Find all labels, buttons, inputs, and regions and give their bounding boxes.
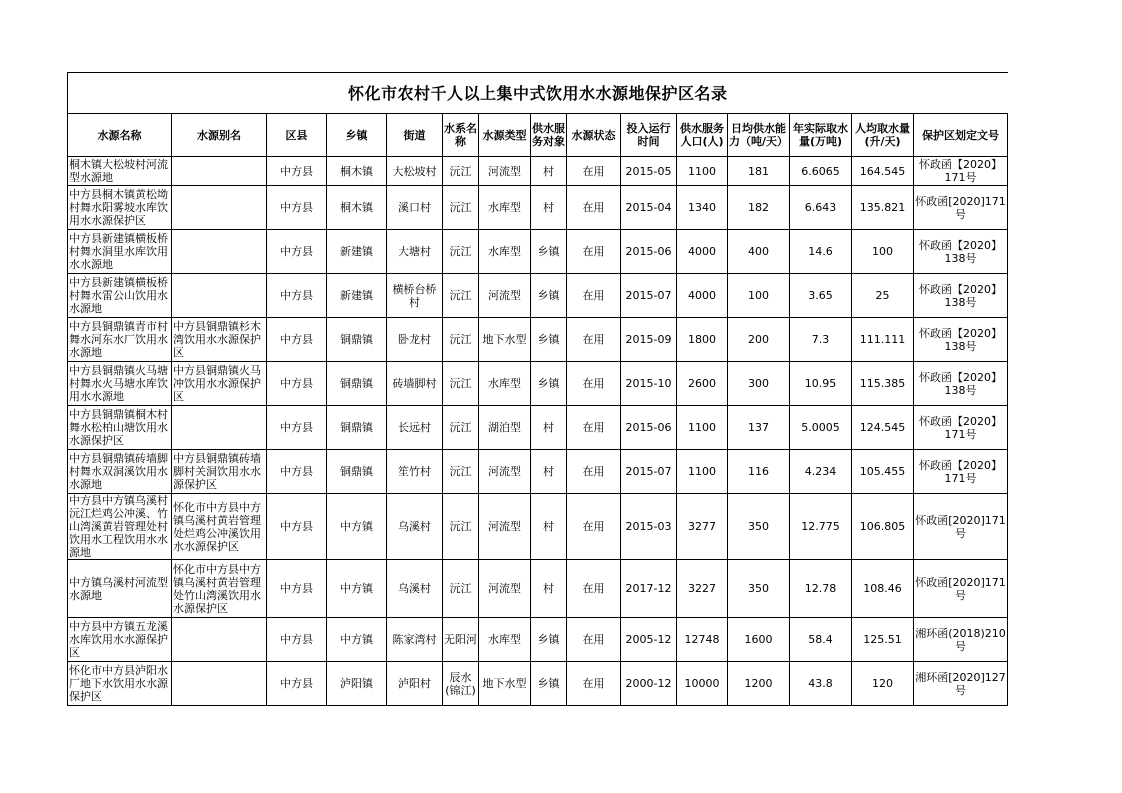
- cell-start-date: 2015-09: [621, 318, 677, 362]
- cell-water-system: 沅江: [443, 406, 479, 450]
- cell-source-name: 中方县铜鼎镇青市村舞水河东水厂饮用水水源地: [68, 318, 172, 362]
- cell-source-type: 河流型: [479, 157, 531, 186]
- cell-town: 铜鼎镇: [327, 406, 387, 450]
- cell-per-capita: 105.455: [852, 450, 914, 494]
- cell-source-alias: 中方县铜鼎镇杉木湾饮用水水源保护区: [172, 318, 267, 362]
- cell-source-alias: [172, 230, 267, 274]
- table-row: [68, 662, 1008, 706]
- cell-source-alias: 怀化市中方县中方镇乌溪村黄岩管理处竹山湾溪饮用水水源保护区: [172, 560, 267, 618]
- cell-service-target: 村: [531, 406, 567, 450]
- table-title: 怀化市农村千人以上集中式饮用水水源地保护区名录: [68, 73, 1008, 114]
- header-source-name: 水源名称: [68, 114, 172, 157]
- cell-water-system: 沅江: [443, 157, 479, 186]
- cell-protection-doc: 怀政函[2020]171号: [914, 560, 1008, 618]
- cell-daily-capacity: 200: [728, 318, 790, 362]
- cell-source-status: 在用: [567, 362, 621, 406]
- cell-source-type: 河流型: [479, 494, 531, 560]
- table-row: [68, 186, 1008, 230]
- cell-town: 新建镇: [327, 274, 387, 318]
- cell-water-system: 沅江: [443, 450, 479, 494]
- header-service-target: 供水服务对象: [531, 114, 567, 157]
- cell-served-population: 12748: [677, 618, 728, 662]
- cell-water-system: 沅江: [443, 560, 479, 618]
- table-body: [68, 73, 1008, 706]
- cell-start-date: 2015-07: [621, 274, 677, 318]
- cell-water-system: 沅江: [443, 186, 479, 230]
- cell-county: 中方县: [267, 186, 327, 230]
- cell-source-type: 地下水型: [479, 318, 531, 362]
- cell-per-capita: 164.545: [852, 157, 914, 186]
- cell-service-target: 乡镇: [531, 274, 567, 318]
- cell-town: 铜鼎镇: [327, 362, 387, 406]
- cell-served-population: 10000: [677, 662, 728, 706]
- cell-daily-capacity: 350: [728, 494, 790, 560]
- cell-street: 大松坡村: [387, 157, 443, 186]
- cell-source-name: 中方县桐木镇黄松坳村舞水阳雾坡水库饮用水水源保护区: [68, 186, 172, 230]
- cell-source-type: 水库型: [479, 362, 531, 406]
- cell-annual-withdrawal: 14.6: [790, 230, 852, 274]
- cell-source-status: 在用: [567, 560, 621, 618]
- cell-daily-capacity: 1200: [728, 662, 790, 706]
- cell-daily-capacity: 300: [728, 362, 790, 406]
- cell-source-name: 中方镇乌溪村河流型水源地: [68, 560, 172, 618]
- cell-per-capita: 125.51: [852, 618, 914, 662]
- cell-county: 中方县: [267, 494, 327, 560]
- cell-protection-doc: 怀政函[2020]171号: [914, 494, 1008, 560]
- cell-source-name: 中方县新建镇横板桥村舞水雷公山饮用水水源地: [68, 274, 172, 318]
- cell-annual-withdrawal: 7.3: [790, 318, 852, 362]
- cell-town: 铜鼎镇: [327, 450, 387, 494]
- cell-source-name: 中方县中方镇五龙溪水库饮用水水源保护区: [68, 618, 172, 662]
- header-source-type: 水源类型: [479, 114, 531, 157]
- table-row: [68, 560, 1008, 618]
- cell-town: 铜鼎镇: [327, 318, 387, 362]
- cell-per-capita: 124.545: [852, 406, 914, 450]
- cell-per-capita: 106.805: [852, 494, 914, 560]
- cell-town: 中方镇: [327, 618, 387, 662]
- cell-served-population: 1100: [677, 450, 728, 494]
- cell-water-system: 沅江: [443, 362, 479, 406]
- cell-county: 中方县: [267, 450, 327, 494]
- cell-service-target: 乡镇: [531, 662, 567, 706]
- cell-start-date: 2015-10: [621, 362, 677, 406]
- cell-per-capita: 115.385: [852, 362, 914, 406]
- cell-county: 中方县: [267, 618, 327, 662]
- cell-source-type: 河流型: [479, 450, 531, 494]
- cell-source-type: 地下水型: [479, 662, 531, 706]
- cell-water-system: 辰水(锦江): [443, 662, 479, 706]
- cell-source-name: 中方县铜鼎镇桐木村舞水松柏山塘饮用水水源保护区: [68, 406, 172, 450]
- cell-water-system: 无阳河: [443, 618, 479, 662]
- cell-annual-withdrawal: 6.6065: [790, 157, 852, 186]
- cell-service-target: 乡镇: [531, 318, 567, 362]
- header-source-status: 水源状态: [567, 114, 621, 157]
- cell-town: 中方镇: [327, 560, 387, 618]
- cell-source-status: 在用: [567, 618, 621, 662]
- header-town: 乡镇: [327, 114, 387, 157]
- cell-town: 中方镇: [327, 494, 387, 560]
- header-daily-capacity: 日均供水能力（吨/天）: [728, 114, 790, 157]
- cell-water-system: 沅江: [443, 230, 479, 274]
- cell-county: 中方县: [267, 318, 327, 362]
- cell-service-target: 乡镇: [531, 618, 567, 662]
- cell-protection-doc: 怀政函【2020】138号: [914, 230, 1008, 274]
- cell-protection-doc: 怀政函【2020】171号: [914, 450, 1008, 494]
- cell-source-alias: [172, 662, 267, 706]
- cell-served-population: 4000: [677, 230, 728, 274]
- table-row: [68, 362, 1008, 406]
- cell-street: 乌溪村: [387, 494, 443, 560]
- cell-start-date: 2000-12: [621, 662, 677, 706]
- cell-county: 中方县: [267, 274, 327, 318]
- cell-served-population: 4000: [677, 274, 728, 318]
- cell-water-system: 沅江: [443, 494, 479, 560]
- cell-service-target: 村: [531, 157, 567, 186]
- cell-served-population: 1100: [677, 406, 728, 450]
- cell-source-status: 在用: [567, 494, 621, 560]
- header-county: 区县: [267, 114, 327, 157]
- table-row: [68, 318, 1008, 362]
- cell-source-name: 中方县铜鼎镇火马塘村舞水火马塘水库饮用水水源地: [68, 362, 172, 406]
- cell-annual-withdrawal: 3.65: [790, 274, 852, 318]
- header-row: [68, 114, 1008, 157]
- cell-service-target: 乡镇: [531, 362, 567, 406]
- cell-source-name: 中方县铜鼎镇砖墙脚村舞水双洞溪饮用水水源地: [68, 450, 172, 494]
- header-source-alias: 水源别名: [172, 114, 267, 157]
- cell-start-date: 2015-06: [621, 230, 677, 274]
- cell-county: 中方县: [267, 406, 327, 450]
- table-row: [68, 230, 1008, 274]
- cell-street: 陈家湾村: [387, 618, 443, 662]
- cell-daily-capacity: 116: [728, 450, 790, 494]
- cell-service-target: 乡镇: [531, 230, 567, 274]
- cell-served-population: 2600: [677, 362, 728, 406]
- cell-per-capita: 108.46: [852, 560, 914, 618]
- cell-county: 中方县: [267, 362, 327, 406]
- cell-source-alias: 中方县铜鼎镇火马冲饮用水水源保护区: [172, 362, 267, 406]
- cell-per-capita: 111.111: [852, 318, 914, 362]
- table-row: [68, 450, 1008, 494]
- cell-county: 中方县: [267, 560, 327, 618]
- water-source-table: [67, 72, 1008, 706]
- cell-start-date: 2017-12: [621, 560, 677, 618]
- cell-service-target: 村: [531, 494, 567, 560]
- cell-source-status: 在用: [567, 274, 621, 318]
- table-row: [68, 494, 1008, 560]
- cell-street: 笙竹村: [387, 450, 443, 494]
- cell-source-status: 在用: [567, 157, 621, 186]
- cell-annual-withdrawal: 12.775: [790, 494, 852, 560]
- cell-street: 溪口村: [387, 186, 443, 230]
- table-row: [68, 274, 1008, 318]
- cell-start-date: 2015-05: [621, 157, 677, 186]
- cell-served-population: 3227: [677, 560, 728, 618]
- header-annual-withdrawal: 年实际取水量(万吨): [790, 114, 852, 157]
- cell-start-date: 2015-06: [621, 406, 677, 450]
- cell-daily-capacity: 350: [728, 560, 790, 618]
- cell-protection-doc: 怀政函【2020】171号: [914, 157, 1008, 186]
- cell-protection-doc: 怀政函【2020】138号: [914, 274, 1008, 318]
- cell-start-date: 2015-07: [621, 450, 677, 494]
- cell-daily-capacity: 1600: [728, 618, 790, 662]
- cell-protection-doc: 湘环函[2020]127号: [914, 662, 1008, 706]
- cell-street: 长远村: [387, 406, 443, 450]
- cell-daily-capacity: 182: [728, 186, 790, 230]
- cell-annual-withdrawal: 5.0005: [790, 406, 852, 450]
- cell-protection-doc: 怀政函【2020】171号: [914, 406, 1008, 450]
- cell-served-population: 1340: [677, 186, 728, 230]
- cell-annual-withdrawal: 10.95: [790, 362, 852, 406]
- cell-county: 中方县: [267, 662, 327, 706]
- header-start-date: 投入运行时间: [621, 114, 677, 157]
- cell-source-status: 在用: [567, 406, 621, 450]
- cell-street: 泸阳村: [387, 662, 443, 706]
- cell-source-type: 水库型: [479, 186, 531, 230]
- table-row: [68, 406, 1008, 450]
- cell-source-type: 湖泊型: [479, 406, 531, 450]
- cell-source-name: 桐木镇大松坡村河流型水源地: [68, 157, 172, 186]
- cell-source-alias: [172, 406, 267, 450]
- cell-start-date: 2015-03: [621, 494, 677, 560]
- header-per-capita: 人均取水量(升/天): [852, 114, 914, 157]
- cell-annual-withdrawal: 4.234: [790, 450, 852, 494]
- cell-county: 中方县: [267, 157, 327, 186]
- cell-water-system: 沅江: [443, 318, 479, 362]
- table-row: [68, 157, 1008, 186]
- cell-street: 大塘村: [387, 230, 443, 274]
- cell-source-status: 在用: [567, 318, 621, 362]
- cell-protection-doc: 怀政函[2020]171号: [914, 186, 1008, 230]
- cell-annual-withdrawal: 58.4: [790, 618, 852, 662]
- cell-served-population: 1100: [677, 157, 728, 186]
- header-street: 街道: [387, 114, 443, 157]
- cell-annual-withdrawal: 12.78: [790, 560, 852, 618]
- cell-per-capita: 120: [852, 662, 914, 706]
- header-served-population: 供水服务人口(人): [677, 114, 728, 157]
- cell-source-type: 河流型: [479, 560, 531, 618]
- cell-town: 新建镇: [327, 230, 387, 274]
- cell-daily-capacity: 400: [728, 230, 790, 274]
- cell-service-target: 村: [531, 560, 567, 618]
- cell-town: 泸阳镇: [327, 662, 387, 706]
- cell-town: 桐木镇: [327, 186, 387, 230]
- cell-source-status: 在用: [567, 450, 621, 494]
- cell-service-target: 村: [531, 450, 567, 494]
- cell-annual-withdrawal: 43.8: [790, 662, 852, 706]
- spreadsheet: [67, 72, 1008, 706]
- cell-served-population: 3277: [677, 494, 728, 560]
- cell-annual-withdrawal: 6.643: [790, 186, 852, 230]
- cell-source-name: 中方县中方镇乌溪村沅江烂鸡公冲溪、竹山湾溪黄岩管理处村饮用水工程饮用水水源地: [68, 494, 172, 560]
- cell-protection-doc: 湘环函(2018)210号: [914, 618, 1008, 662]
- header-water-system: 水系名称: [443, 114, 479, 157]
- cell-source-type: 河流型: [479, 274, 531, 318]
- cell-protection-doc: 怀政函【2020】138号: [914, 318, 1008, 362]
- cell-source-type: 水库型: [479, 230, 531, 274]
- cell-source-alias: [172, 157, 267, 186]
- cell-street: 卧龙村: [387, 318, 443, 362]
- cell-start-date: 2005-12: [621, 618, 677, 662]
- cell-source-alias: 怀化市中方县中方镇乌溪村黄岩管理处烂鸡公冲溪饮用水水源保护区: [172, 494, 267, 560]
- cell-source-alias: [172, 186, 267, 230]
- cell-source-status: 在用: [567, 230, 621, 274]
- cell-county: 中方县: [267, 230, 327, 274]
- cell-water-system: 沅江: [443, 274, 479, 318]
- cell-daily-capacity: 100: [728, 274, 790, 318]
- cell-street: 横桥台桥村: [387, 274, 443, 318]
- header-protection-doc: 保护区划定文号: [914, 114, 1008, 157]
- cell-source-name: 怀化市中方县泸阳水厂地下水饮用水水源保护区: [68, 662, 172, 706]
- cell-source-alias: 中方县铜鼎镇砖墙脚村关洞饮用水水源保护区: [172, 450, 267, 494]
- cell-town: 桐木镇: [327, 157, 387, 186]
- cell-protection-doc: 怀政函【2020】138号: [914, 362, 1008, 406]
- cell-per-capita: 25: [852, 274, 914, 318]
- cell-start-date: 2015-04: [621, 186, 677, 230]
- cell-source-status: 在用: [567, 662, 621, 706]
- cell-source-alias: [172, 274, 267, 318]
- cell-per-capita: 100: [852, 230, 914, 274]
- cell-street: 乌溪村: [387, 560, 443, 618]
- cell-per-capita: 135.821: [852, 186, 914, 230]
- cell-source-alias: [172, 618, 267, 662]
- cell-daily-capacity: 181: [728, 157, 790, 186]
- cell-source-type: 水库型: [479, 618, 531, 662]
- cell-source-status: 在用: [567, 186, 621, 230]
- cell-source-name: 中方县新建镇横板桥村舞水洞里水库饮用水水源地: [68, 230, 172, 274]
- cell-served-population: 1800: [677, 318, 728, 362]
- cell-daily-capacity: 137: [728, 406, 790, 450]
- table-row: [68, 618, 1008, 662]
- cell-street: 砖墙脚村: [387, 362, 443, 406]
- cell-service-target: 村: [531, 186, 567, 230]
